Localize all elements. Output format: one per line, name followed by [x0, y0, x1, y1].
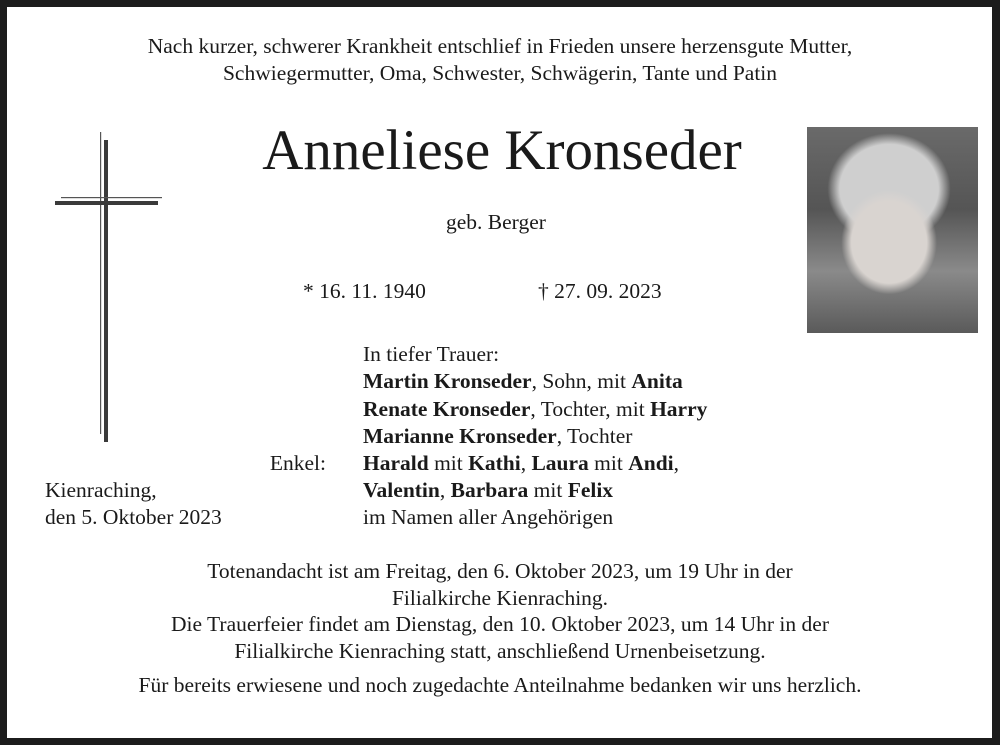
mourner-line: Marianne Kronseder, Tochter	[363, 424, 633, 448]
mourner-line: Harald mit Kathi, Laura mit Andi,	[363, 451, 680, 475]
mourner-line: Martin Kronseder, Sohn, mit Anita	[363, 369, 683, 393]
service-line-1: Totenandacht ist am Freitag, den 6. Oktober 2023, um 19 Uhr in der	[207, 559, 793, 583]
death-date: † 27. 09. 2023	[538, 279, 662, 303]
service-line-4: Filialkirche Kienraching statt, anschließend Urnenbeisetzung.	[234, 639, 766, 663]
intro-line-2: Schwiegermutter, Oma, Schwester, Schwägerin, Tante und Patin	[222, 61, 778, 85]
thanks-line: Für bereits erwiesene und noch zugedachte Anteilnahme bedanken wir uns herzlich.	[138, 673, 862, 697]
enkel-label: Enkel:	[269, 451, 326, 475]
deceased-name: Anneliese Kronseder	[262, 119, 742, 182]
intro-line-1: Nach kurzer, schwerer Krankheit entschlief in Frieden unsere herzensgute Mutter,	[147, 34, 853, 58]
date: den 5. Oktober 2023	[45, 505, 222, 529]
mourners-heading: In tiefer Trauer:	[363, 342, 500, 366]
mourner-line: Valentin, Barbara mit Felix	[363, 478, 614, 502]
service-line-2: Filialkirche Kienraching.	[391, 586, 609, 610]
place: Kienraching,	[45, 478, 157, 502]
mourner-line: Renate Kronseder, Tochter, mit Harry	[363, 397, 708, 421]
maiden-name: geb. Berger	[446, 210, 546, 234]
portrait-photo	[807, 127, 978, 333]
service-line-3: Die Trauerfeier findet am Dienstag, den 10. Oktober 2023, um 14 Uhr in der	[171, 612, 829, 636]
mourners-closing: im Namen aller Angehörigen	[363, 505, 614, 529]
birth-date: * 16. 11. 1940	[303, 279, 426, 303]
